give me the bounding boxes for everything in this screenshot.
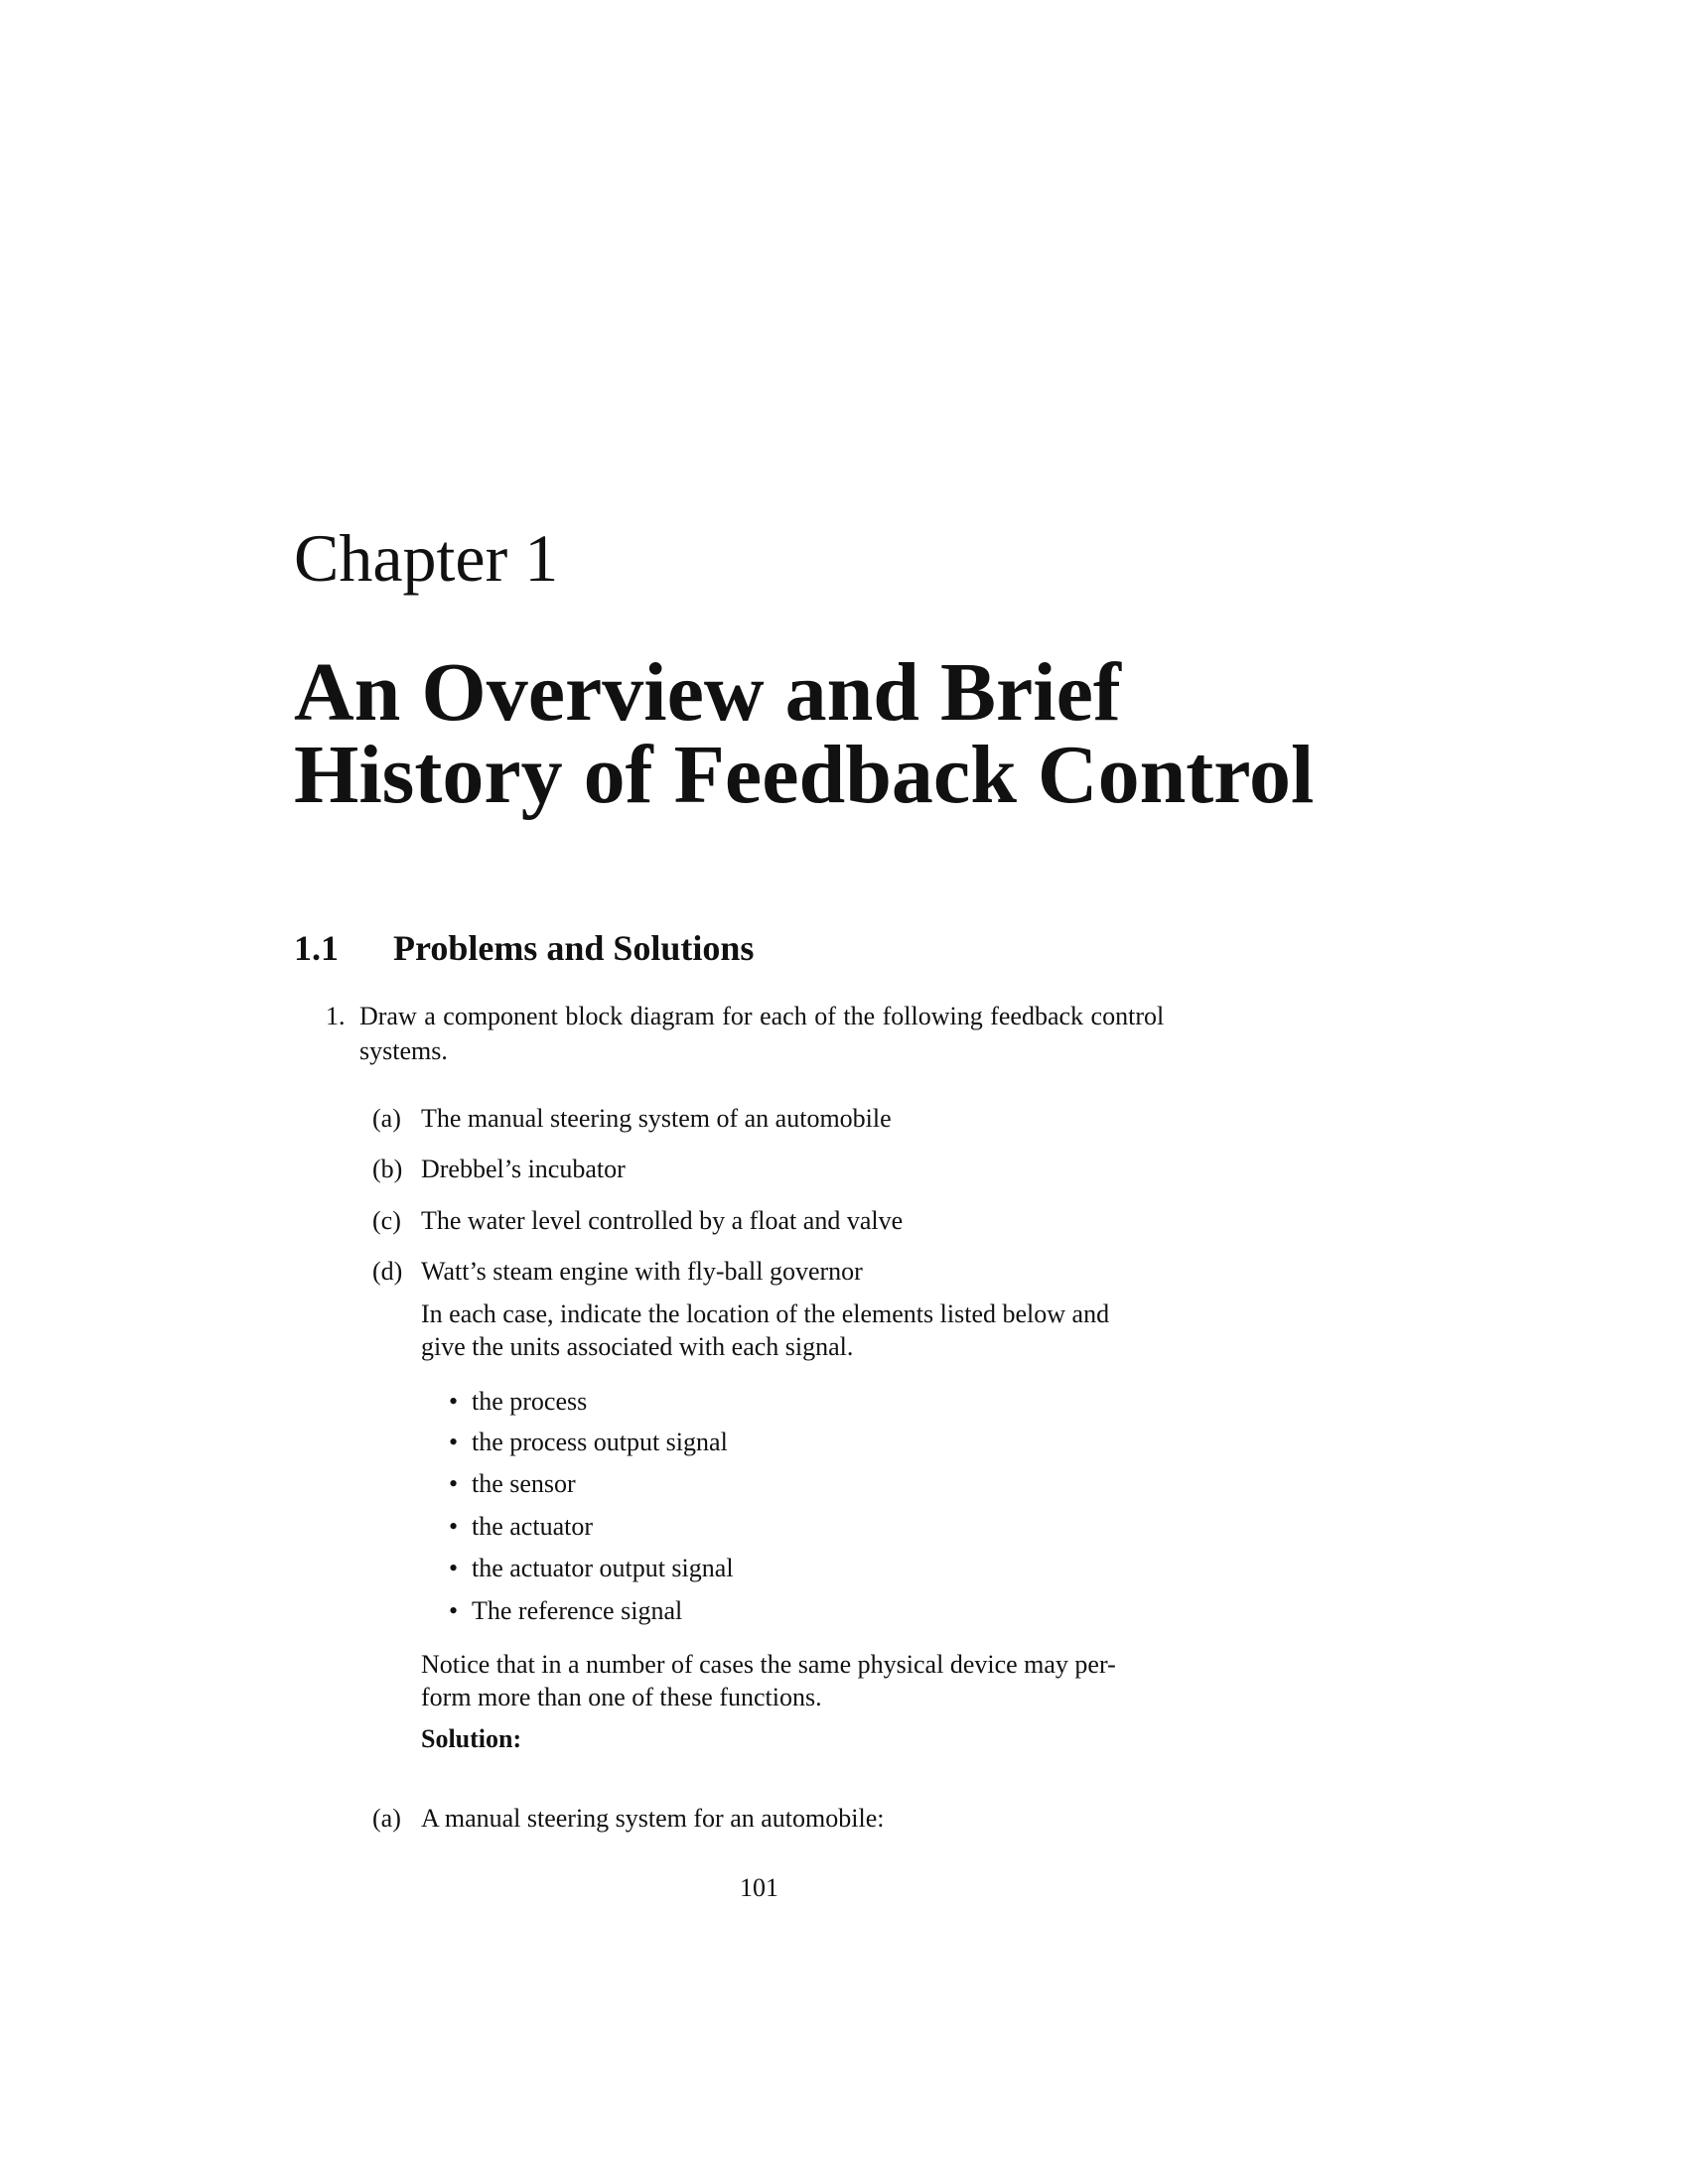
instruction-line-1: In each case, indicate the location of the elements listed below and: [421, 1299, 1110, 1328]
problem-text-line-2: systems.: [359, 1036, 448, 1065]
bullet-icon: •: [449, 1428, 459, 1456]
section-number: 1.1: [294, 928, 339, 968]
part-label-c: (c): [372, 1206, 401, 1235]
bullet-icon: •: [449, 1512, 459, 1541]
notice-line-1: Notice that in a number of cases the same physical device may per-: [421, 1650, 1116, 1679]
bullet-item: the process: [472, 1387, 588, 1416]
part-text-b: Drebbel’s incubator: [421, 1155, 626, 1183]
page-number: 101: [740, 1873, 778, 1902]
problem-number: 1.: [326, 1002, 346, 1030]
bullet-icon: •: [449, 1469, 459, 1498]
part-label-d: (d): [372, 1257, 403, 1286]
problem-text-line-1: Draw a component block diagram for each of the following feedback control: [359, 1002, 1165, 1030]
bullet-item: the sensor: [472, 1469, 576, 1498]
bullet-icon: •: [449, 1596, 459, 1625]
chapter-title-line-1: An Overview and Brief: [294, 646, 1121, 739]
notice-line-2: form more than one of these functions.: [421, 1683, 822, 1711]
part-label-b: (b): [372, 1155, 403, 1183]
bullet-icon: •: [449, 1554, 459, 1582]
chapter-title-line-2: History of Feedback Control: [294, 729, 1315, 821]
part-text-a: The manual steering system of an automobile: [421, 1104, 892, 1133]
part-text-d: Watt’s steam engine with fly-ball governor: [421, 1257, 863, 1286]
bullet-icon: •: [449, 1387, 459, 1416]
solution-part-label-a: (a): [372, 1804, 401, 1833]
chapter-label: Chapter 1: [294, 520, 559, 596]
bullet-item: the process output signal: [472, 1428, 728, 1456]
solution-label: Solution:: [421, 1724, 522, 1753]
part-text-c: The water level controlled by a float and valve: [421, 1206, 904, 1235]
instruction-line-2: give the units associated with each signal.: [421, 1332, 854, 1361]
part-label-a: (a): [372, 1104, 401, 1133]
solution-part-text-a: A manual steering system for an automobile:: [421, 1804, 885, 1833]
section-title: Problems and Solutions: [393, 928, 755, 968]
bullet-item: the actuator output signal: [472, 1554, 734, 1582]
bullet-item: the actuator: [472, 1512, 593, 1541]
bullet-item: The reference signal: [472, 1596, 683, 1625]
